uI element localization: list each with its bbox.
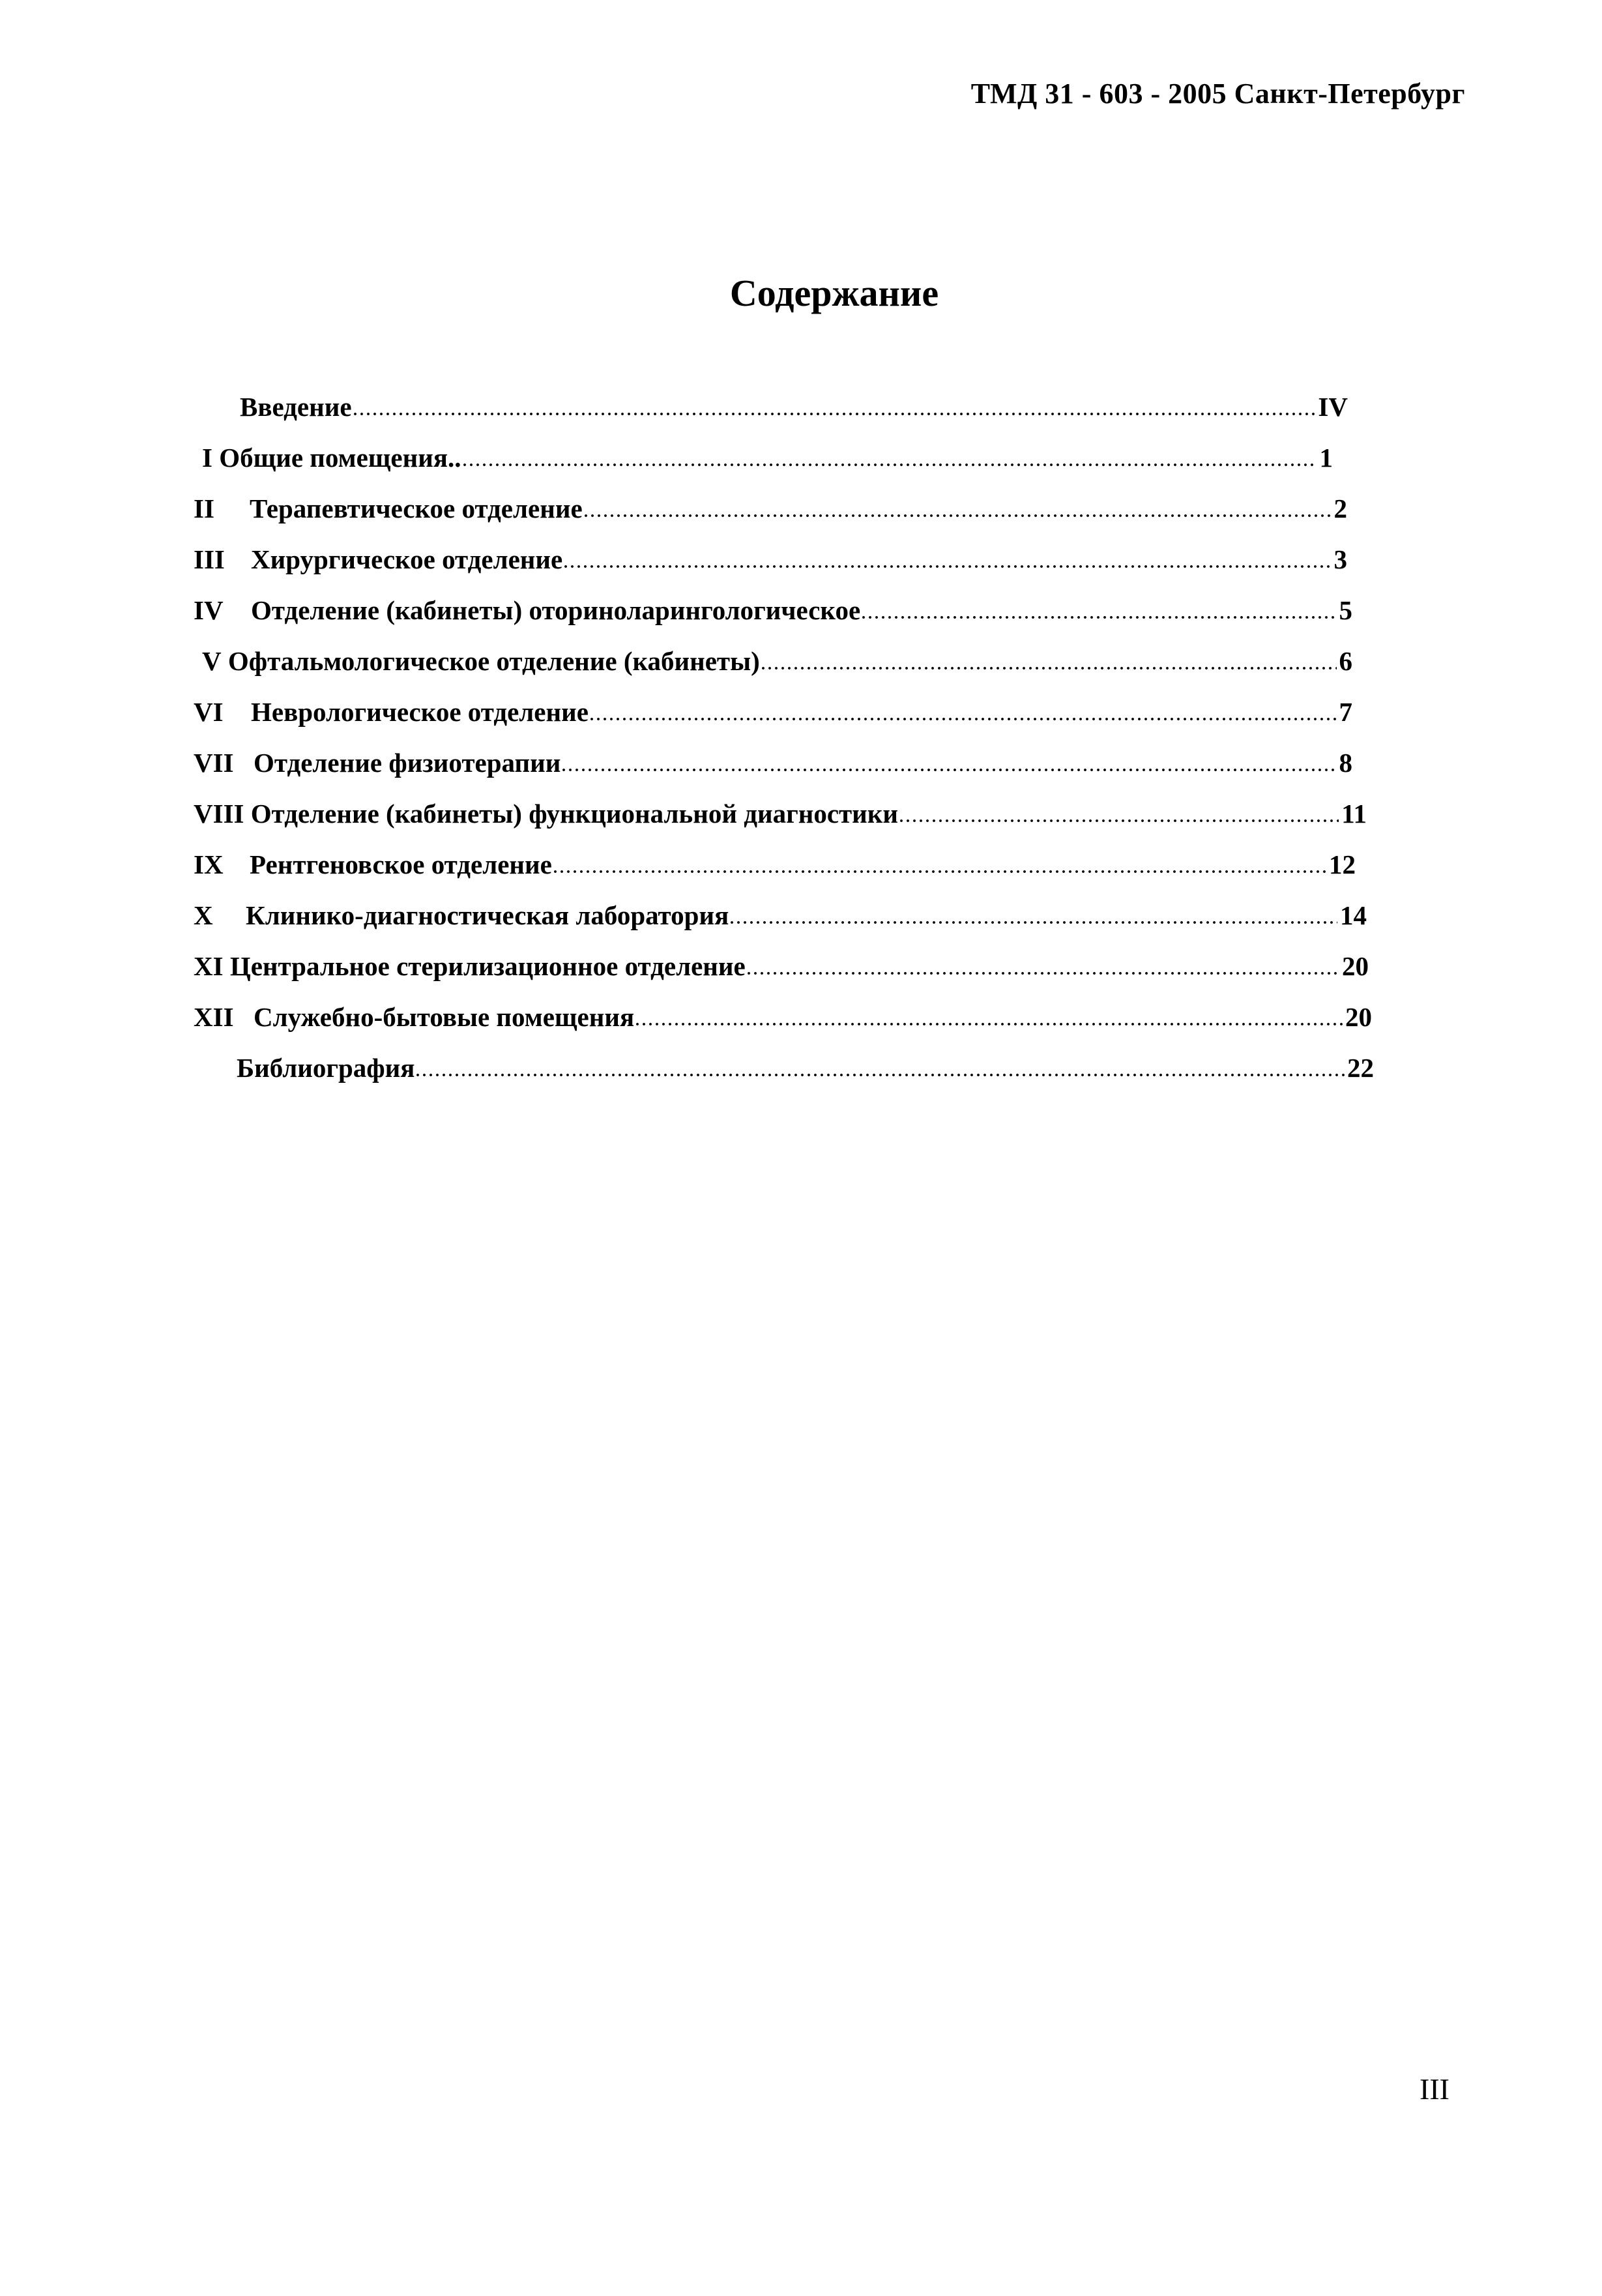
dot-leader bbox=[415, 1072, 1345, 1078]
dot-leader bbox=[461, 462, 1317, 467]
page-number: III bbox=[1420, 2072, 1449, 2106]
toc-item-page: 22 bbox=[1347, 1053, 1374, 1083]
dot-leader bbox=[760, 666, 1337, 671]
toc-item-bibliography[interactable] bbox=[237, 1044, 1374, 1083]
toc-item-label: IX Рентгеновское отделение bbox=[194, 849, 552, 879]
toc-item-physiotherapy[interactable] bbox=[194, 739, 1352, 778]
toc-item-page: IV bbox=[1318, 392, 1348, 422]
toc-item-page: 5 bbox=[1339, 595, 1352, 625]
toc-item-label: VI Неврологическое отделение bbox=[194, 697, 589, 727]
dot-leader bbox=[746, 971, 1339, 976]
toc-item-page: 20 bbox=[1342, 951, 1369, 981]
dot-leader bbox=[729, 920, 1337, 925]
dot-leader bbox=[634, 1022, 1343, 1027]
toc-item-page: 8 bbox=[1339, 748, 1352, 778]
table-of-contents bbox=[0, 383, 1602, 1100]
dot-leader bbox=[352, 411, 1316, 417]
toc-item-general-rooms[interactable] bbox=[202, 434, 1333, 473]
dot-leader bbox=[583, 513, 1332, 518]
toc-item-ent[interactable] bbox=[194, 587, 1352, 626]
toc-item-label: VII Отделение физиотерапии bbox=[194, 748, 561, 778]
toc-item-label: IV Отделение (кабинеты) оториноларингологическое bbox=[194, 595, 861, 625]
toc-item-page: 14 bbox=[1340, 900, 1367, 930]
page-title: Содержание bbox=[729, 272, 939, 314]
toc-item-page: 7 bbox=[1339, 697, 1352, 727]
toc-item-surgery[interactable] bbox=[194, 536, 1347, 575]
dot-leader bbox=[860, 615, 1336, 620]
toc-item-page: 3 bbox=[1333, 544, 1347, 574]
toc-item-page: 1 bbox=[1319, 443, 1333, 473]
toc-item-functional-diagnostics[interactable] bbox=[194, 790, 1367, 829]
toc-item-laboratory[interactable] bbox=[194, 892, 1367, 931]
toc-item-label: V Офтальмологическое отделение (кабинеты) bbox=[202, 646, 760, 676]
toc-item-label: Введение bbox=[240, 392, 352, 422]
dot-leader bbox=[562, 564, 1331, 569]
toc-item-label: XII Служебно-бытовые помещения bbox=[194, 1002, 635, 1032]
toc-item-radiology[interactable] bbox=[194, 841, 1356, 880]
toc-item-label: VIII Отделение (кабинеты) функциональной диагностики bbox=[194, 799, 899, 829]
toc-item-therapy[interactable] bbox=[194, 485, 1347, 524]
dot-leader bbox=[561, 767, 1336, 773]
toc-item-ophthalmology[interactable] bbox=[202, 638, 1352, 677]
document-code-header: ТМД 31 - 603 - 2005 Санкт-Петербург bbox=[970, 78, 1465, 110]
toc-item-label: I Общие помещения.. bbox=[202, 443, 461, 473]
toc-item-label: X Клинико-диагностическая лаборатория bbox=[194, 900, 729, 930]
toc-item-service-rooms[interactable] bbox=[194, 993, 1372, 1033]
toc-item-label: XI Центральное стерилизационное отделение bbox=[194, 951, 746, 981]
toc-item-introduction[interactable] bbox=[240, 383, 1348, 422]
dot-leader bbox=[898, 818, 1339, 823]
dot-leader bbox=[552, 869, 1326, 874]
dot-leader bbox=[589, 716, 1337, 722]
toc-item-page: 11 bbox=[1341, 799, 1367, 829]
toc-item-page: 12 bbox=[1329, 849, 1356, 879]
toc-item-page: 20 bbox=[1345, 1002, 1372, 1032]
toc-item-page: 2 bbox=[1333, 493, 1347, 523]
toc-item-label: III Хирургическое отделение bbox=[194, 544, 563, 574]
toc-item-label: Библиография bbox=[237, 1053, 415, 1083]
toc-item-page: 6 bbox=[1339, 646, 1352, 676]
toc-item-sterilization[interactable] bbox=[194, 943, 1369, 982]
toc-item-label: II Терапевтическое отделение bbox=[194, 493, 583, 523]
toc-item-neurology[interactable] bbox=[194, 688, 1352, 728]
